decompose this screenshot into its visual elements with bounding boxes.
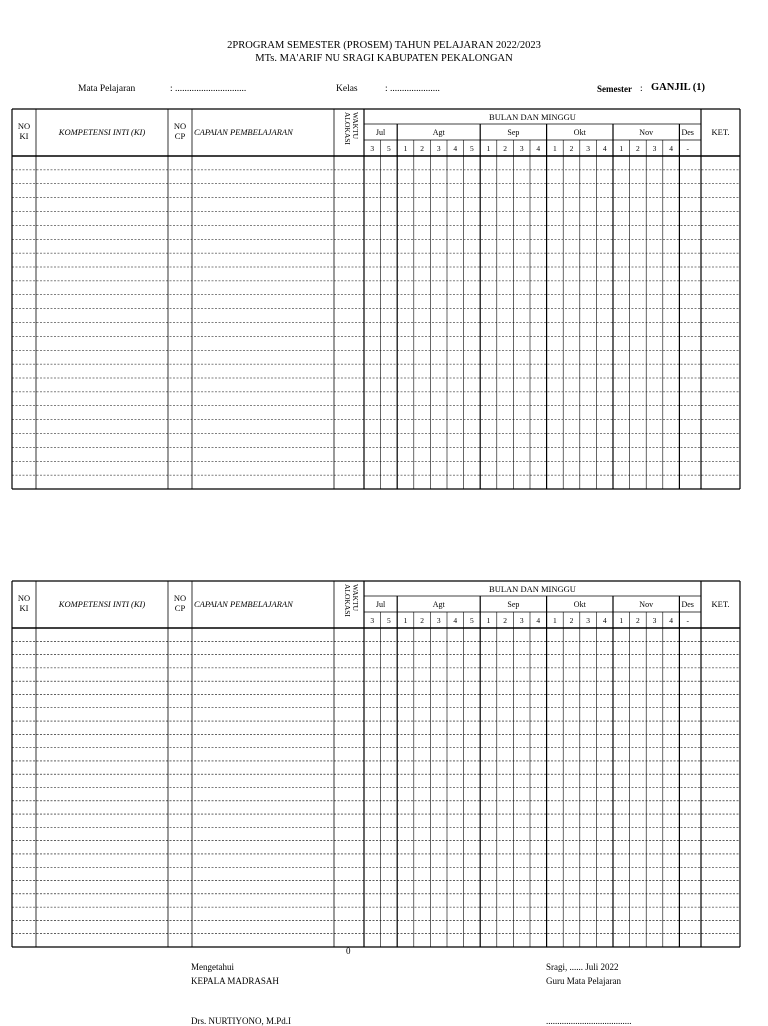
- alokasi-waktu-header: [343, 112, 360, 145]
- week-label: 2: [636, 144, 640, 153]
- ket-header: KET.: [711, 599, 730, 609]
- week-label: 2: [569, 144, 574, 153]
- week-label: 3: [370, 616, 375, 625]
- kelas-value: : .....................: [385, 84, 440, 94]
- week-label: 1: [619, 616, 624, 625]
- week-label: 2: [420, 144, 424, 153]
- sig-left-line1: Mengetahui: [191, 962, 234, 972]
- week-label: 3: [436, 144, 441, 153]
- kompetensi-header: KOMPETENSI INTI (KI): [58, 127, 146, 137]
- sig-right-line2: Guru Mata Pelajaran: [546, 976, 621, 986]
- week-label: 1: [403, 144, 408, 153]
- week-label: 4: [536, 144, 541, 153]
- ket-header: KET.: [711, 127, 730, 137]
- week-label: 1: [619, 144, 624, 153]
- week-label: 1: [486, 144, 491, 153]
- no-cp-header: CP: [174, 131, 186, 141]
- week-label: 3: [652, 616, 657, 625]
- bulan-minggu-header: BULAN DAN MINGGU: [489, 112, 576, 122]
- week-label: 4: [669, 144, 673, 153]
- sig-right-line1: Sragi, ...... Juli 2022: [546, 962, 619, 972]
- no-ki-header: KI: [19, 131, 29, 141]
- no-cp-header: NO: [173, 593, 187, 603]
- week-label: 3: [652, 144, 657, 153]
- prosem-table-1: [12, 109, 740, 489]
- month-label: Agt: [432, 128, 445, 137]
- week-label: 2: [503, 616, 507, 625]
- capaian-header: CAPAIAN PEMBELAJARAN: [194, 127, 293, 137]
- week-label: 3: [370, 144, 375, 153]
- month-label: Sep: [507, 600, 520, 609]
- prosem-table-2-grid: [12, 581, 740, 947]
- week-label: 5: [387, 144, 391, 153]
- waktu-header-line: WAKTU: [351, 112, 360, 140]
- no-cp-header: CP: [174, 603, 186, 613]
- week-label: 3: [519, 616, 524, 625]
- sig-left-line2: KEPALA MADRASAH: [191, 976, 279, 986]
- week-label: 4: [669, 616, 673, 625]
- week-label: 2: [636, 616, 640, 625]
- semester-value: GANJIL (1): [651, 82, 705, 93]
- page-number: 0: [346, 946, 351, 956]
- week-label: 5: [387, 616, 391, 625]
- alokasi-header-line: ALOKASI: [343, 584, 352, 617]
- no-ki-header: NO: [17, 121, 31, 131]
- no-ki-header: KI: [19, 603, 29, 613]
- kelas-label: Kelas: [336, 84, 358, 94]
- month-label: Jul: [375, 600, 386, 609]
- week-label: 4: [602, 144, 607, 153]
- week-label: -: [686, 144, 689, 153]
- week-label: -: [686, 616, 689, 625]
- week-label: 2: [569, 616, 574, 625]
- no-cp-header: NO: [173, 121, 187, 131]
- mapel-value: : ..............................: [170, 84, 247, 94]
- semester-colon: :: [640, 84, 643, 94]
- week-label: 3: [436, 616, 441, 625]
- sig-right-name: ......................................: [546, 1016, 632, 1026]
- document-title: 2PROGRAM SEMESTER (PROSEM) TAHUN PELAJARAN 2022/2023: [227, 40, 541, 51]
- week-label: 1: [486, 616, 491, 625]
- week-label: 4: [453, 616, 458, 625]
- month-label: Des: [681, 600, 694, 609]
- week-label: 1: [553, 616, 557, 625]
- week-label: 3: [519, 144, 524, 153]
- school-name: MTs. MA'ARIF NU SRAGI KABUPATEN PEKALONGAN: [255, 53, 513, 64]
- no-ki-header: NO: [17, 593, 31, 603]
- week-label: 2: [420, 616, 424, 625]
- week-label: 1: [403, 616, 408, 625]
- month-label: Sep: [507, 128, 520, 137]
- alokasi-header-line: ALOKASI: [343, 112, 352, 145]
- semester-label: Semester: [597, 84, 632, 94]
- bulan-minggu-header: BULAN DAN MINGGU: [489, 584, 576, 594]
- week-label: 3: [586, 144, 590, 153]
- mapel-label: Mata Pelajaran: [78, 84, 136, 94]
- prosem-table-2: [12, 581, 740, 947]
- month-label: Nov: [639, 600, 654, 609]
- week-label: 1: [553, 144, 557, 153]
- week-label: 2: [503, 144, 507, 153]
- waktu-header-line: WAKTU: [351, 584, 360, 612]
- sig-left-name: Drs. NURTIYONO, M.Pd.I: [191, 1016, 291, 1026]
- week-label: 5: [470, 144, 474, 153]
- kompetensi-header: KOMPETENSI INTI (KI): [58, 599, 146, 609]
- month-label: Agt: [432, 600, 445, 609]
- week-label: 4: [536, 616, 541, 625]
- month-label: Nov: [639, 128, 654, 137]
- month-label: Jul: [375, 128, 386, 137]
- alokasi-waktu-header: [343, 584, 360, 617]
- week-label: 5: [470, 616, 474, 625]
- week-label: 3: [586, 616, 590, 625]
- month-label: Des: [681, 128, 694, 137]
- capaian-header: CAPAIAN PEMBELAJARAN: [194, 599, 293, 609]
- month-label: Okt: [573, 128, 586, 137]
- month-label: Okt: [573, 600, 586, 609]
- week-label: 4: [453, 144, 458, 153]
- prosem-table-1-grid: [12, 109, 740, 489]
- week-label: 4: [602, 616, 607, 625]
